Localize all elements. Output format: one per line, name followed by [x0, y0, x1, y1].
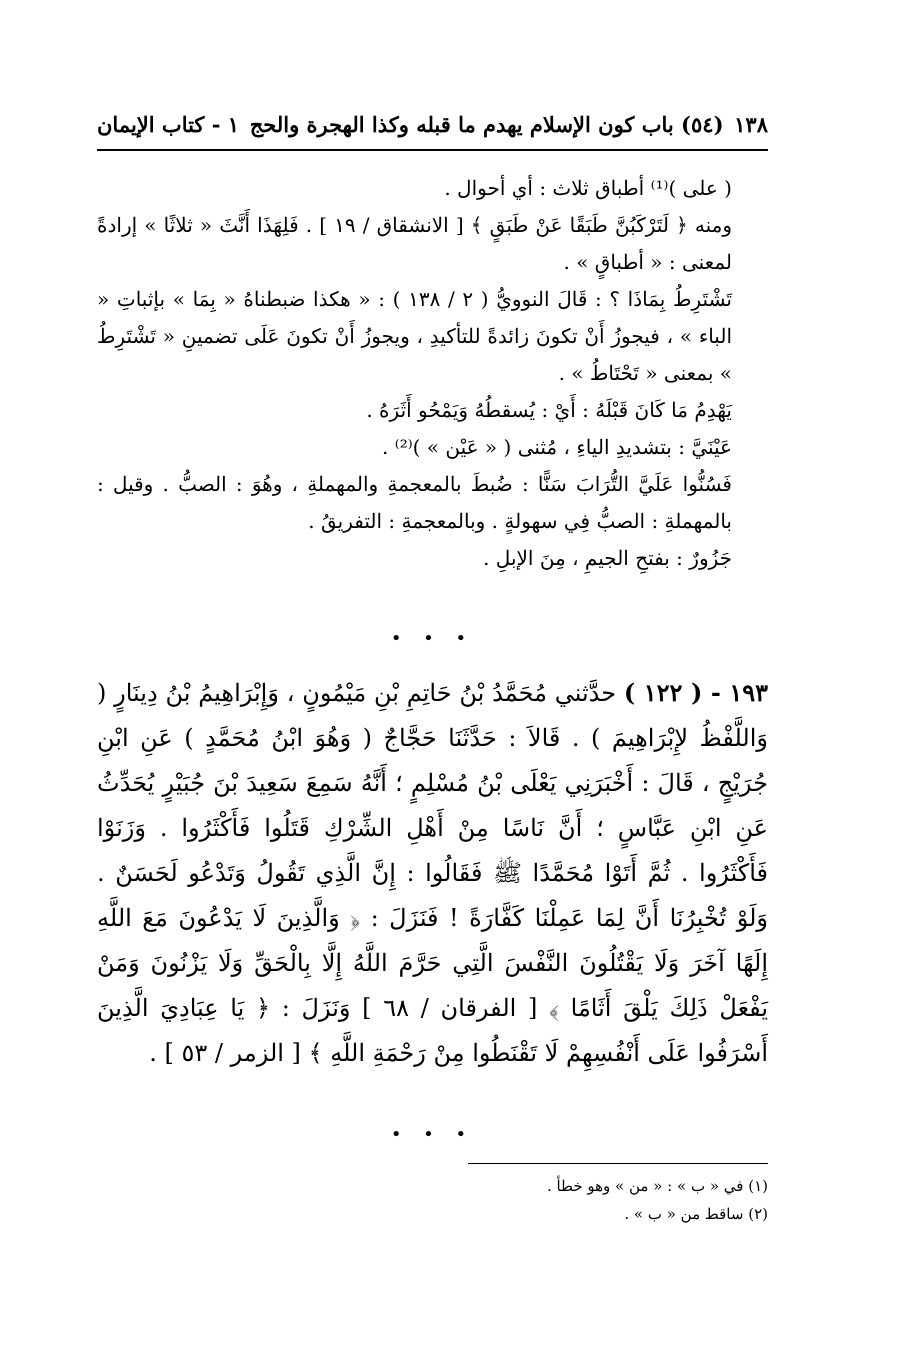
section-separator: • • •: [390, 628, 475, 649]
hadith-block: [97, 670, 768, 1076]
header-rule: [97, 149, 768, 151]
hadith-text: حدَّثني مُحَمَّدُ بْنُ حَاتِمِ بْنِ مَيْمُونٍ ، وَإِبْرَاهِيمُ بْنُ دِينَارٍ ( وَاللَّفْظُ لإِبْرَاهِيمَ ) . قَالاَ : حَدَّثَنَا حَجَّاجٌ ( وَهُوَ ابْنُ مُحَمَّدٍ ) عَنِ ابْنِ جُرَيْجٍ ، قَالَ : أَخْبَرَنِي يَعْلَى بْنُ مُسْلِمٍ ؛ أَنَّهُ سَمِعَ سَعِيدَ بْنَ جُبَيْرٍ يُحَدِّثُ عَنِ ابْنِ عَبَّاسٍ ؛ أَنَّ نَاسًا مِنْ أَهْلِ الشِّرْكِ قَتَلُوا فَأَكْثَرُوا . وَزَنَوْا فَأَكْثَرُوا . ثُمَّ أَتَوْا مُحَمَّدًا ﷺ فَقَالُوا : إِنَّ الَّذِي تَقُولُ وَتَدْعُو لَحَسَنٌ . وَلَوْ تُخْبِرُنَا أَنَّ لِمَا عَمِلْنَا كَفَّارَةً ! فَنَزَلَ : ﴿ وَالَّذِينَ لَا يَدْعُونَ مَعَ اللَّهِ إِلَهًا آخَرَ وَلَا يَقْتُلُونَ النَّفْسَ الَّتِي حَرَّمَ اللَّهُ إِلَّا بِالْحَقِّ وَلَا يَزْنُونَ وَمَنْ يَفْعَلْ ذَلِكَ يَلْقَ أَثَامًا ﴾ [ الفرقان / ٦٨ ] وَنَزَلَ : ﴿ يَا عِبَادِيَ الَّذِينَ أَسْرَفُوا عَلَى أَنْفُسِهِمْ لَا تَقْنَطُوا مِنْ رَحْمَةِ اللَّهِ ﴾ [ الزمر / ٥٣ ] .: [97, 679, 769, 1067]
commentary-notes: [97, 170, 768, 577]
note-line: ( على )⁽¹⁾ أطباق ثلاث : أي أحوال .: [444, 176, 732, 200]
note-line: فَسُنُّوا عَلَيَّ التُّرَابَ سَنًّا : ضُبطَ بالمعجمةِ والمهملةِ ، وهُوَ : الصبُّ . وقيل : بالمهملةِ : الصبُّ فِي سهولةٍ . وبالمعجمةِ : التفريقُ .: [97, 472, 732, 533]
footnote-1: (١) في « ب » : « من » وهو خطأ .: [546, 1177, 768, 1195]
footnote-2: (٢) ساقط من « ب » .: [624, 1205, 768, 1223]
section-separator-end: • • •: [390, 1124, 475, 1145]
book-title: ١ - كتاب الإيمان: [97, 112, 240, 137]
footnote-rule: [468, 1163, 768, 1164]
chapter-title: (٥٤) باب كون الإسلام يهدم ما قبله وكذا الهجرة والحج: [249, 112, 724, 137]
page-number: ١٣٨: [734, 112, 768, 137]
note-line: عَيْنَيَّ : بتشديدِ الياءِ ، مُثنى ( « عَيْن » )⁽²⁾ .: [382, 435, 732, 459]
note-line: يَهْدِمُ مَا كَانَ قَبْلَهُ : أَيْ : يُسقطُهُ وَيَمْحُو أَثَرَهُ .: [366, 398, 732, 422]
running-header: [97, 112, 768, 148]
note-line: تَشْتَرِطُ بِمَاذَا ؟ : قَالَ النوويُّ ( ٢ / ١٣٨ ) : « هكذا ضبطناهُ « بِمَا » بإثباتِ « الباء » ، فيجوزُ أَنْ تكونَ زائدةً للتأكيدِ ، ويجوزُ أَنْ تكونَ عَلَى تضمينِ « تَشْتَرِطُ » بمعنى « تَحْتَاطُ » .: [97, 287, 732, 385]
footnotes: [97, 1172, 768, 1228]
hadith-number: ١٩٣ - ( ١٢٢ ): [623, 678, 768, 707]
note-line: جَزُورٌ : بفتحِ الجيمِ ، مِنَ الإبلِ .: [483, 546, 732, 570]
note-line: ومنه ﴿ لَتَرْكَبُنَّ طَبَقًا عَنْ طَبَقٍ ﴾ [ الانشقاق / ١٩ ] . فَلِهَذَا أَنَّثَ « ثلاثًا » إرادةً لمعنى : « أطباقٍ » .: [97, 213, 733, 274]
